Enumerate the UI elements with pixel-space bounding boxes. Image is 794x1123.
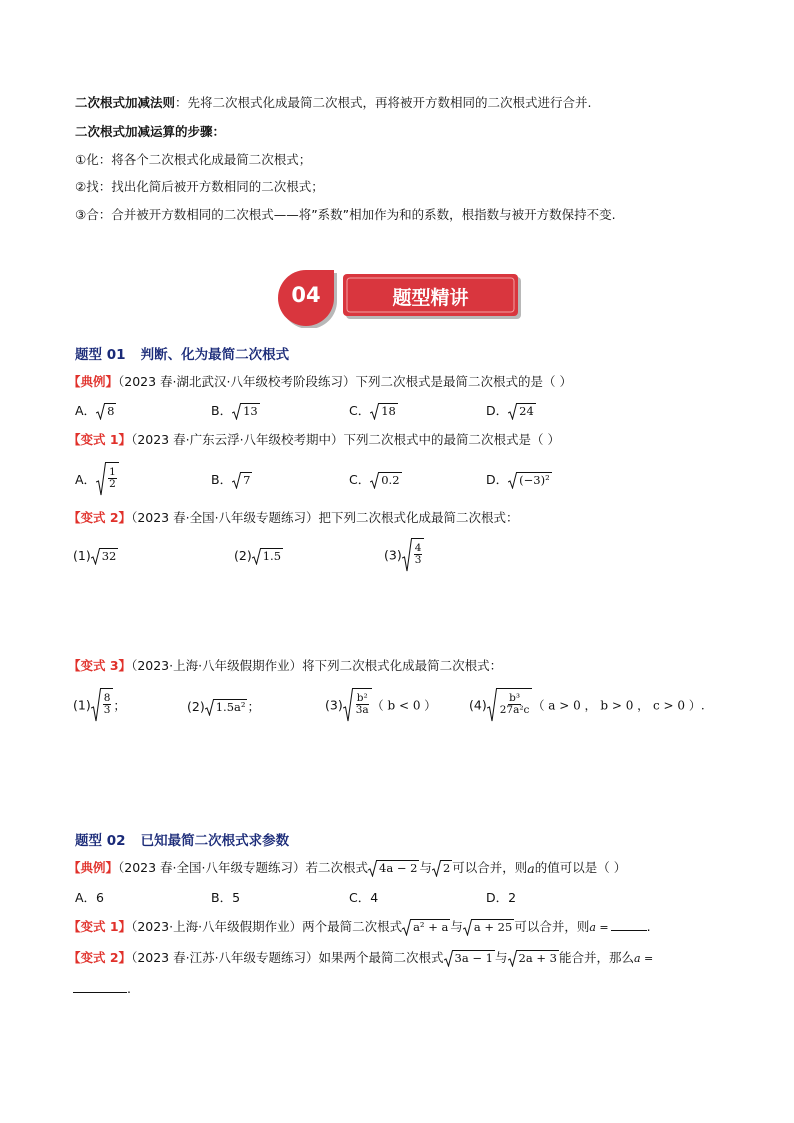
section-banner (274, 266, 524, 328)
rule-line-3: ①化：将各个二次根式化成最简二次根式； (75, 152, 312, 167)
type01-variant-1-options (75, 462, 635, 496)
rule-line-1: 二次根式加减法则：先将二次根式化成最简二次根式，再将被开方数相同的二次根式进行合并. (75, 95, 592, 110)
option-b: B． 13 (211, 403, 258, 418)
option-a: A． $\frac{1}{2}$ (75, 462, 119, 496)
type02-label: 题型 02 (75, 833, 126, 849)
part-2: (2) 1.5 (234, 548, 282, 563)
option-d: D． 24 (486, 403, 534, 418)
type02-header (75, 829, 289, 849)
part-3: (3) $\frac{\text{b²}}{3a}$ （ b < 0 ） (325, 688, 436, 722)
option-a: A． 8 (75, 403, 115, 418)
rule-line-2: 二次根式加减运算的步骤： (75, 124, 226, 139)
option-a: A．6 (75, 890, 105, 905)
rule-heading: 二次根式加减法则 (75, 95, 176, 110)
answer-blank[interactable] (73, 980, 127, 993)
option-c: C． 18 (349, 403, 396, 418)
type02-variant-1: 【变式 1】（2023·上海·八年级假期作业）两个最简二次根式 a² + a 与 a + 25 可以合并，则a = . (68, 919, 651, 934)
type02-variant-2: 【变式 2】（2023 春·江苏·八年级专题练习）如果两个最简二次根式 3a − 1 与 2a + 3 能合并，那么a = (68, 950, 654, 965)
type01-variant-3-parts (73, 688, 713, 724)
part-2: (2) 1.5a² ； (187, 699, 260, 714)
option-c: C． 0.2 (349, 472, 400, 487)
part-1: (1) 32 (73, 548, 117, 563)
type01-variant-2: 【变式 2】（2023 春·全国·八年级专题练习）把下列二次根式化成最简二次根式： (68, 510, 519, 525)
rule-line-5: ③合：合并被开方数相同的二次根式——将”系数”相加作为和的系数，根指数与被开方数保持不变. (75, 207, 616, 222)
option-b: B．5 (211, 890, 241, 905)
type02-variant-2-answer: . (73, 980, 131, 997)
type01-variant-2-parts (73, 538, 493, 574)
part-4: (4) $\frac{\text{b³}}{\text{27a²c}}$ （ a > 0 ， b > 0 ， c > 0 ）. (469, 688, 705, 722)
banner-title: 题型精讲 (392, 287, 469, 309)
option-d: D． (−3)² (486, 472, 550, 487)
type01-header (75, 343, 289, 363)
option-d: D．2 (486, 890, 517, 905)
option-c: C．4 (349, 890, 379, 905)
type01-example: 【典例】（2023 春·湖北武汉·八年级校考阶段练习）下列二次根式是最简二次根式的是（ ） (68, 374, 572, 389)
rule-line-4: ②找：找出化简后被开方数相同的二次根式； (75, 179, 324, 194)
option-b: B． 7 (211, 472, 251, 487)
type01-variant-1: 【变式 1】（2023 春·广东云浮·八年级校考期中）下列二次根式中的最简二次根式是（ ） (68, 432, 561, 447)
type01-title: 判断、化为最简二次根式 (140, 347, 290, 363)
type02-title: 已知最简二次根式求参数 (140, 833, 290, 849)
type01-variant-3: 【变式 3】（2023·上海·八年级假期作业）将下列二次根式化成最简二次根式： (68, 658, 503, 673)
part-3: (3) $\frac{4}{3}$ (384, 538, 424, 572)
type02-example: 【典例】（2023 春·全国·八年级专题练习）若二次根式 4a − 2 与 2 可以合并，则a的值可以是（ ） (68, 860, 627, 876)
type01-label: 题型 01 (75, 347, 126, 363)
banner-number: 04 (291, 283, 321, 307)
answer-blank[interactable] (611, 918, 647, 931)
part-1: (1) $\frac{8}{3}$ ； (73, 688, 126, 722)
